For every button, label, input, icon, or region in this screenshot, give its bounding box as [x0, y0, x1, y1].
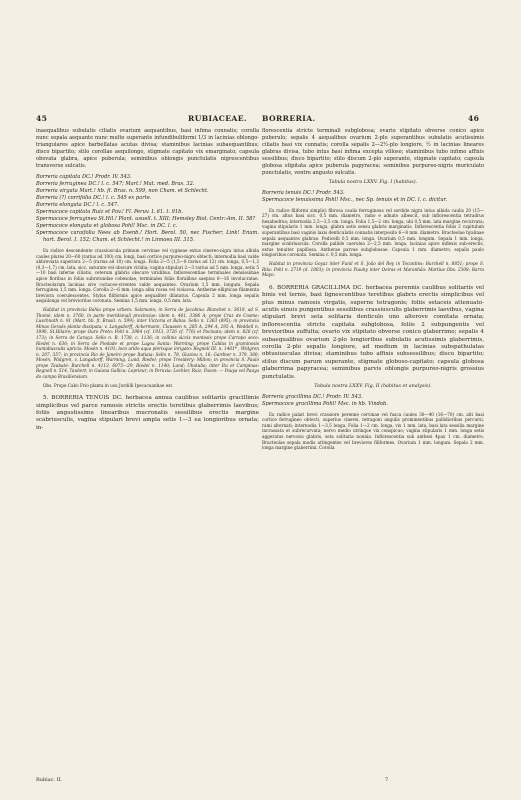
species-description: Ex radice filiformi simplici fibrosa caulis ferrugineus vel sordide nigra intus albida caulis 20 (15—27) cm. altus basi sicc. 0,5 mm. diametro, ramo e adnato albescit, sub inflorescentia tetradrus hexahedrus; internodia 2,5—3,5 cm. longa. Folia 1,5—2 cm. longa, ubi 0,5 mm. lata margine recurvata; vagina stipularis 1 mm. longa, glabra setis sensu glabris marginatis. Inflorescentia foliis 2 capitulum superantibus basi vaginis laxis denticulatis connatis interposito 6—8 mm. diametro. Bracteolae hyalinae sepala aequantes glabrae. Pedicelli 0,5 mm. longa. Ovarium 0,5 mm. longum. Sepala 1 mm. longa, margine scabriuscula. Corolla pallide caerulea 2—2,5 mm. longa, lacinias apice inflexis sub-erectis, extus tenuiter papillosa. Antherae parvae subglobosae. Capsula 1 mm. diametro, sepalis paulo longioribus coronata. Semina c. 0,5 mm. longa.	[262, 207, 484, 258]
synonym: Spermacoce elongata et globosa Pohl! Msc. in DC. l. c.	[36, 223, 178, 229]
habitat-text: Habitat in provincia Bahia prope urbem: Salzmann; in Serra de Jacobina: Blanchet n. 3619, ad S. Thomé, idem n. 3760, in parte meridionali provinciae: idem n. 401, 3306 A; prope Cruz de Cosme: Luschnath n. 91 (Mart. hb. fl. Brasil. n. 599); inter Victoria et Bahia: Sello n. 1363 (695); in provincia Minas Geraës planta dissipata: v. Langsdorff, Ackermann, Claussen n. 285 A, 294 A, 295 A, Weddell n. 1096, St.Hilaire; prope Ouro Preto: Pohl n. 2964 (cf. 1913, 3726 cf. 776) et Pocinato; idem n. 826 (cf. 173); in Serra de Caraça: Sello n. B. 1738, c. 1136; in collinis siccis montosis prope Carrapo seco: Riedel n. 636; in Serra de Piedade et prope Lagoa Santa: Warming; prope Caldas in graminosis humidiusculis apricis: Mosén n. 4101; loco arido aqua plerisque inrigato: Regnell III. n. 1461* , Widgren n. 207, 357; in provincia Rio de Janeiro prope Itatiaia: Sello n. 78, Glaziou n. 16; Gardner n. 379, 380; Mosén, Widgren, v. Langsdorff, Warming, Lund, Riedel; prope Tresidery: Milton; in provincia S. Paulo prope Taubaté: Burchell n. 4113, 6075—29, Riedel n. 1140; Lund; Ubatuba; inter Itu et Campinas: Regnell n. 514, Taubert; in Guiana Gallica: Leprieur; in Peruvia: Lechler, Ruiz, Pavon. — Pauya vel Pauya do campo Brasiliensium.	[36, 306, 259, 380]
page-number-left: 45	[36, 114, 48, 123]
synonym: Borreria tenuis DC.! Prodr. 543.	[262, 189, 345, 196]
species-description: Ex radice palari brevi crassiore perenne cervinae vel fusca caules 30—40 (16—70) cm. alti basi cortice ferrugineo obtecti, superius cinerei, tetragoni angulis prominentibus pallidioribus percursi, rami alternati; internodia 1—3,5 longa. Folia 1—2 cm. longa, vix 1 mm. lata, basi lata sessilia margine incrassata et subrecurvata; nervo medio utrinque vix conspicuo; vagina stipularis 1 mm. longa setis aggeratus nervosis glabris, seta solitaria nonnia. Inflorescentia sub anthesi 4pax 1 cm. diametro. Bracteolae sepala modis attingentes vel breviores filiformes. Ovarium 1 mm. longum. Sepala 2 mm. longa margine glaberrimi. Corolla	[262, 411, 484, 451]
synonym: Borreria virgata Mart.! hb. fl. Bras. n. 599, non Cham. et Schlecht.	[36, 188, 209, 194]
right-column	[262, 128, 484, 788]
species-description: Ex radice descendente crassiuscula primum cervinae vel cygneae extus cinereo-nigra intus albida caules plures 20—60 (rarius ad 100) cm. longi, basi cortice purpureo-nigro obtecti; internodia basi valde abbreviata superiora 2—5 (rarius ad 10) cm. longa. Folia 2—5 (1,5—8 rarius ad 12) cm. longa, 0,5—1,2 (0,3—1,7) cm. lata, sicc. saturate vel obscure viridia; vagina stipulari 2—3 rarius ad 5 mm. longa, setis 5—10 basi inferne ciliatis, ceterum glabris obscure viridibus. Inflorescentiae terminales densissimae apice floribus in foliis subrotundae cobesolae, terminales foliis floralibus saepius 8—16 involucratae. Bracteolarum lacinias sive coriaceo-virentes valde aequantes. Ovarium 1,5 mm. longum. Sepala ferruginea 1,5 mm. longa. Corolla 2—6 mm. longa alba rosea vel violacea. Antherae ellipticae filamenta breviora coerulescentes. Stylus filiformis apice aequaliter dilatatus. Capsula 2 mm. longa sepalis aequilonga vel breviorilus coronata. Semina 1,5 mm. longa, 0,5 mm. lata.	[36, 248, 259, 304]
species-entry-borreria-tenuis: 5. BORRERIA TENUIS DC. herbacea annua caulibus solitariis gracillimis simplicibus vel parce ramosis strictis erectis teretibus glaberrimis laevibus; foliis angustissime linearibus mucronatis sessilibus erectis margine scabriusculis, vagina stipulari brevi ampla setis 1—3 ea longioribus ornata; in-	[36, 395, 259, 431]
synonym: Borreria ferruginea DC.! l. c. 547; Mart.! Mat. med. Bras. 32.	[36, 181, 195, 187]
page-number-right: 46	[468, 114, 480, 123]
synonym: Borreria elongata DC.! l. c. 547.	[36, 202, 119, 208]
left-column	[36, 128, 259, 788]
synonym: Spermacoce tenuissima Pohl! Msc., nec Sp. tenuis et in DC. l. c. dicitur.	[262, 196, 448, 203]
signature-footer: Rubiac. II.	[36, 777, 63, 783]
synonym: Spermacoce ferruginea St.Hil.! Plant. usuell. t. XIII; Hemsley Biol. Centr.-Am. II. 58?	[36, 216, 256, 222]
synonym: Spermacoce gracillima Pohl! Msc. in hb. Vindob.	[262, 400, 388, 407]
species-entry-borreria-gracillima: 6. BORRERIA GRACILLIMA DC. herbacea perennis caulibus solitariis vel binis vel ternis, basi lignescentibus teretibus glabris erectis simplicibus vel plus minus ramosis virgatis, superne tetragonis; foliis setaceis attenuato-acutis sinuis pungentibus sessilibus crassiusculis glaberrimis laevibus, vagina stipulari brevi seta solitaria denticulo uno alterove comitata ornata; inflorescentia stricte capitata subglobosa, foliis 2 subpungentis vel brevioribus suffulta; ovario vix stipitato obverse conico glaberrimo; sepalis 4 subaequalibus ovarium 2-plo longioribus subulatis acutissimis glaberrimis, corolla 2-plo sepalis longiore, ad medium in lacinias subspathulatas obtusiusculas divisa; staminibus tubo affixis subsessilibus; disco bipartito; stilus discum parum superante, stigmate globoso-capitato; capsula globosa glaberrima papyracea; seminibus parvis oblongis purpureo-nigris grossius punctulatis.	[262, 284, 484, 380]
synonym: Borreria (?) corrifolia DC.! l. c. 545 ex parte.	[36, 195, 152, 201]
plate-reference: Tabula nostra LXXV. Fig. II (habitus et analysis).	[314, 384, 432, 389]
diagnosis-continued: inaequalibus subulatis ciliatis ovarium aequantibus, basi infima connatis; corolla nunc sepala aequante nunc multo superante infundibuliformi 1/3 in lacinias oblongo-triangulares apice barbellatas acutas divisa; staminibus lacinias subaequantibus; disco bipartito; stilo corollae aequilongo, stigmate capitato vix emarginato; capsula obovata glabra, apice puberula; seminibus oblongis punctulatis nigrescentibus transverse sulcatis.	[36, 128, 259, 169]
diagnosis-continued: florescentia stricte terminali subglobosa; ovario stipitato obverse conico apice puberulo; sepalis 4 aequalibus ovarium 2-plo superantibus subulatis acutissimis ciliatis basi vix connatis; corolla sepalis 2—2½-plo longiore, ½ in lacinias lineares glabras divisa, tubo intus basi infima excepta villoso; staminibus tubo infimo affixis sessilibus; disco bipartito; stilo discum 2-plo superante, stigmate capitato; capsula globosa stipitata apice puberula papyracea; seminibus purpureo-nigris muriculato punctulatis, ventre angusto sulcatis.	[262, 128, 484, 176]
genus-heading: BORRERIA.	[262, 114, 316, 123]
synonym: Spermacoce caraifolia Nees ab Esenb.! Hort. Berol. 50, nec Fischer; Link! Enum. hort. Berol. I. 152; Cham. et Schlecht.! in Linnaea III. 315.	[36, 230, 259, 243]
sheet-mark: 7	[385, 777, 389, 783]
running-header	[0, 114, 521, 124]
observation-note: Obs. Prope Cabo Frio planta in usu Jurdilli Ipecacuanhae est.	[43, 382, 174, 388]
synonym: Borreria capitata DC.! Prodr. IV. 543.	[36, 174, 132, 180]
family-heading: RUBIACEAE.	[188, 114, 247, 123]
synonym: Borreria gracillima DC.! Prodr. IV. 543.	[262, 393, 363, 400]
synonym: Spermacoce capitata Ruiz et Pav.! Fl. Peruv. I. 61. t. 91b.	[36, 209, 184, 215]
plate-reference: Tabula nostra LXXV. Fig. I (habitus).	[328, 180, 418, 185]
habitat-text: Habitat in provincia Goyaz inter Funil et S. João del Rey in Tocantins: Burchell n. 8851; prope S. Rita: Pohl n. 2719 (d. 1803); in provincia Piauhy inter Oeiras et Maranhão: Martius Obs. 2308; Barra Mayo.	[262, 260, 484, 278]
